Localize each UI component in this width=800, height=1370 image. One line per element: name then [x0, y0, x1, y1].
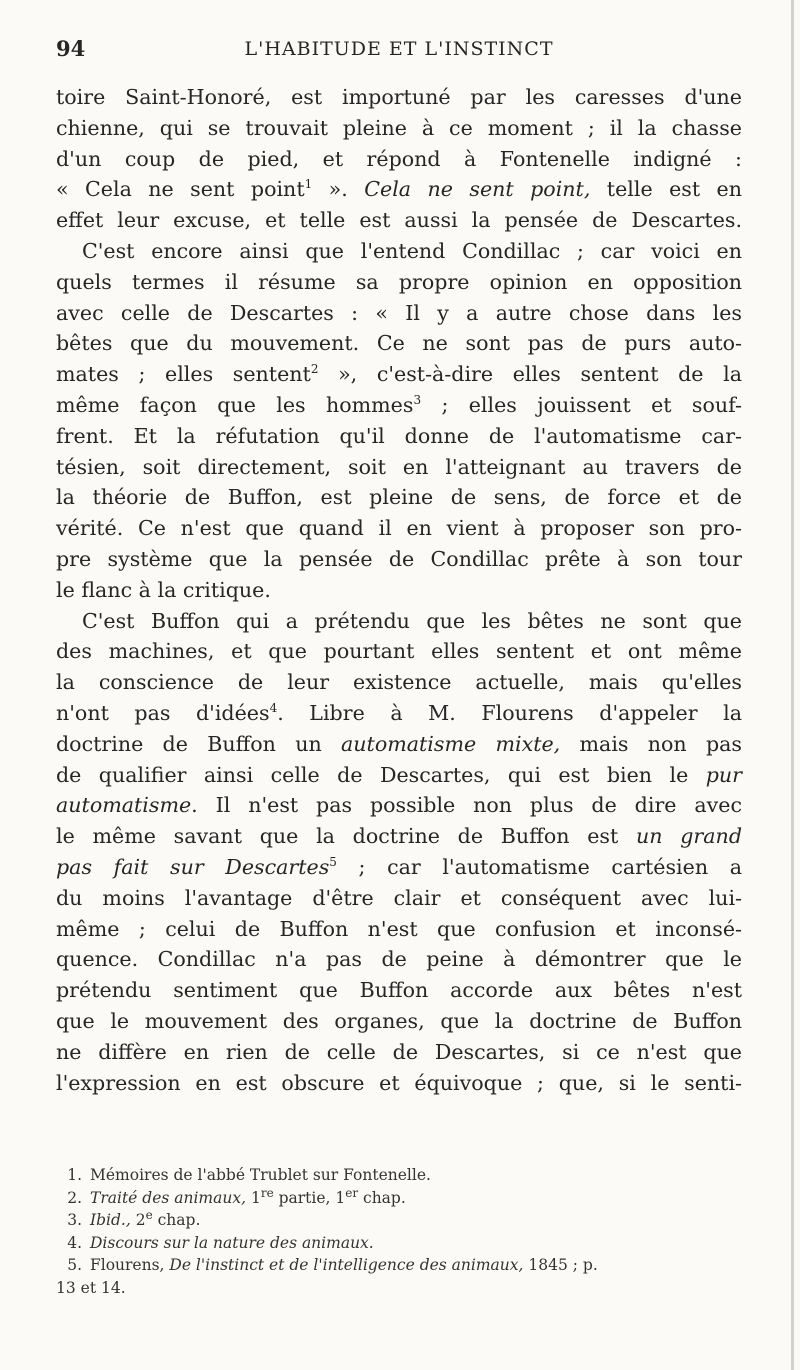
- text-line: des machines, et que pourtant elles sentent et ont même: [56, 639, 742, 664]
- italic-run: automatisme: [56, 793, 192, 818]
- footnote-ref: 3: [413, 393, 422, 408]
- text-line: chienne, qui se trouvait pleine à ce moment ; il la chasse: [56, 115, 742, 140]
- footnote-text: Traité des animaux,: [90, 1188, 247, 1207]
- text-line: [56, 359, 742, 390]
- text-run: le même savant que la doctrine de Buffon est: [56, 824, 636, 849]
- text-line: [56, 852, 742, 883]
- footnote: [56, 1254, 742, 1277]
- text-line: [56, 821, 742, 852]
- footnote-continuation: 13 et 14.: [56, 1278, 126, 1297]
- superscript: e: [145, 1207, 153, 1222]
- text-line: ne diffère en rien de celle de Descartes, si ce n'est que: [56, 1039, 742, 1064]
- text-run: . Libre à M. Flourens d'appeler la: [277, 700, 742, 725]
- text-line: tésien, soit directement, soit en l'atteignant au travers de: [56, 454, 742, 479]
- footnote-ref: 1: [304, 177, 313, 192]
- text-line: que le mouvement des organes, que la doctrine de Buffon: [56, 1008, 742, 1033]
- page-edge: [791, 0, 794, 1370]
- footnote-text: 1845 ; p.: [523, 1256, 598, 1274]
- footnote: [56, 1209, 742, 1232]
- text-run: ; elles jouissent et souf-: [421, 392, 742, 417]
- text-line: [56, 698, 742, 729]
- italic-run: pur: [705, 762, 742, 787]
- text-line: quels termes il résume sa propre opinion en opposition: [56, 269, 742, 294]
- text-line: pre système que la pensée de Condillac prête à son tour: [56, 546, 742, 571]
- text-run: doctrine de Buffon un: [56, 731, 342, 756]
- text-line: [56, 760, 742, 791]
- footnote-number: 5.: [67, 1256, 82, 1274]
- footnote-text: chap.: [152, 1211, 201, 1229]
- text-line: effet leur excuse, et telle est aussi la pensée de Descartes.: [56, 208, 742, 233]
- footnote-text: Mémoires de l'abbé Trublet sur Fontenelle.: [90, 1166, 431, 1184]
- footnote-number: 1.: [67, 1166, 82, 1184]
- footnote-text: Discours sur la nature des animaux.: [90, 1233, 374, 1252]
- text-line: l'expression en est obscure et équivoque ; que, si le senti-: [56, 1070, 742, 1095]
- body-text: [56, 82, 742, 1098]
- text-line: [56, 174, 742, 205]
- text-line: [56, 790, 742, 821]
- italic-run: un grand: [635, 824, 742, 849]
- text-run: mates ; elles sentent: [56, 362, 311, 387]
- footnotes: [56, 1164, 742, 1299]
- text-run: telle est en: [590, 177, 742, 202]
- footnote: [56, 1187, 742, 1210]
- italic-run: automatisme mixte,: [341, 731, 561, 756]
- footnote: [56, 1164, 742, 1187]
- text-line: frent. Et la réfutation qu'il donne de l'automatisme car-: [56, 423, 742, 448]
- footnote-ref: 4: [269, 701, 278, 716]
- paragraph-start-line: C'est Buffon qui a prétendu que les bêtes ne sont que: [82, 608, 742, 633]
- superscript: er: [345, 1185, 359, 1200]
- text-line: le flanc à la critique.: [56, 577, 271, 602]
- text-line: avec celle de Descartes : « Il y a autre chose dans les: [56, 300, 742, 325]
- footnote-text: 2: [130, 1211, 146, 1229]
- running-title: L'HABITUDE ET L'INSTINCT: [244, 38, 554, 60]
- text-line: toire Saint-Honoré, est importuné par les caresses d'une: [56, 85, 742, 109]
- footnote-text: Ibid.,: [90, 1211, 131, 1229]
- text-line: quence. Condillac n'a pas de peine à démontrer que le: [56, 947, 742, 972]
- text-line: d'un coup de pied, et répond à Fontenelle indigné :: [56, 146, 742, 171]
- footnote-text: partie, 1: [273, 1188, 346, 1207]
- footnote-text: chap.: [358, 1188, 406, 1207]
- text-run: de qualifier ainsi celle de Descartes, qui est bien le: [56, 762, 706, 787]
- page-header: [56, 36, 742, 76]
- text-line: du moins l'avantage d'être clair et conséquent avec lui-: [56, 885, 742, 910]
- text-line: [56, 390, 742, 421]
- footnote-text: 1: [246, 1188, 261, 1207]
- text-line: même ; celui de Buffon n'est que confusion et inconsé-: [56, 916, 742, 941]
- text-run: ; car l'automatisme cartésien a: [336, 854, 742, 879]
- superscript: re: [260, 1185, 274, 1200]
- text-run: n'ont pas d'idées: [56, 700, 270, 725]
- footnote-text: De l'instinct et de l'intelligence des animaux,: [169, 1256, 524, 1274]
- text-run: même façon que les hommes: [56, 392, 414, 417]
- footnote-number: 4.: [67, 1233, 82, 1252]
- text-run: mais non pas: [560, 731, 742, 756]
- footnote: [56, 1232, 742, 1255]
- footnote-ref: 5: [329, 855, 337, 870]
- page-number: 94: [56, 36, 86, 61]
- text-line: vérité. Ce n'est que quand il en vient à proposer son pro-: [56, 516, 742, 541]
- text-line: la théorie de Buffon, est pleine de sens, de force et de: [56, 485, 742, 510]
- paragraph-start-line: C'est encore ainsi que l'entend Condillac ; car voici en: [82, 238, 742, 263]
- text-run: », c'est-à-dire elles sentent de la: [318, 362, 742, 387]
- text-line: [56, 729, 742, 760]
- italic-run: Cela ne sent point,: [364, 177, 591, 202]
- italic-run: pas fait sur Descartes: [56, 854, 330, 879]
- text-line: bêtes que du mouvement. Ce ne sont pas de purs auto-: [56, 331, 742, 356]
- footnote-text: Flourens,: [90, 1256, 170, 1274]
- text-run: « Cela ne sent point: [56, 177, 305, 202]
- text-line: la conscience de leur existence actuelle, mais qu'elles: [56, 670, 742, 695]
- footnote-number: 3.: [67, 1211, 82, 1229]
- text-run: . Il n'est pas possible non plus de dire avec: [191, 793, 742, 818]
- footnote-number: 2.: [67, 1188, 82, 1207]
- footnote-ref: 2: [310, 362, 319, 377]
- text-line: prétendu sentiment que Buffon accorde aux bêtes n'est: [56, 978, 742, 1003]
- text-run: ».: [312, 177, 365, 202]
